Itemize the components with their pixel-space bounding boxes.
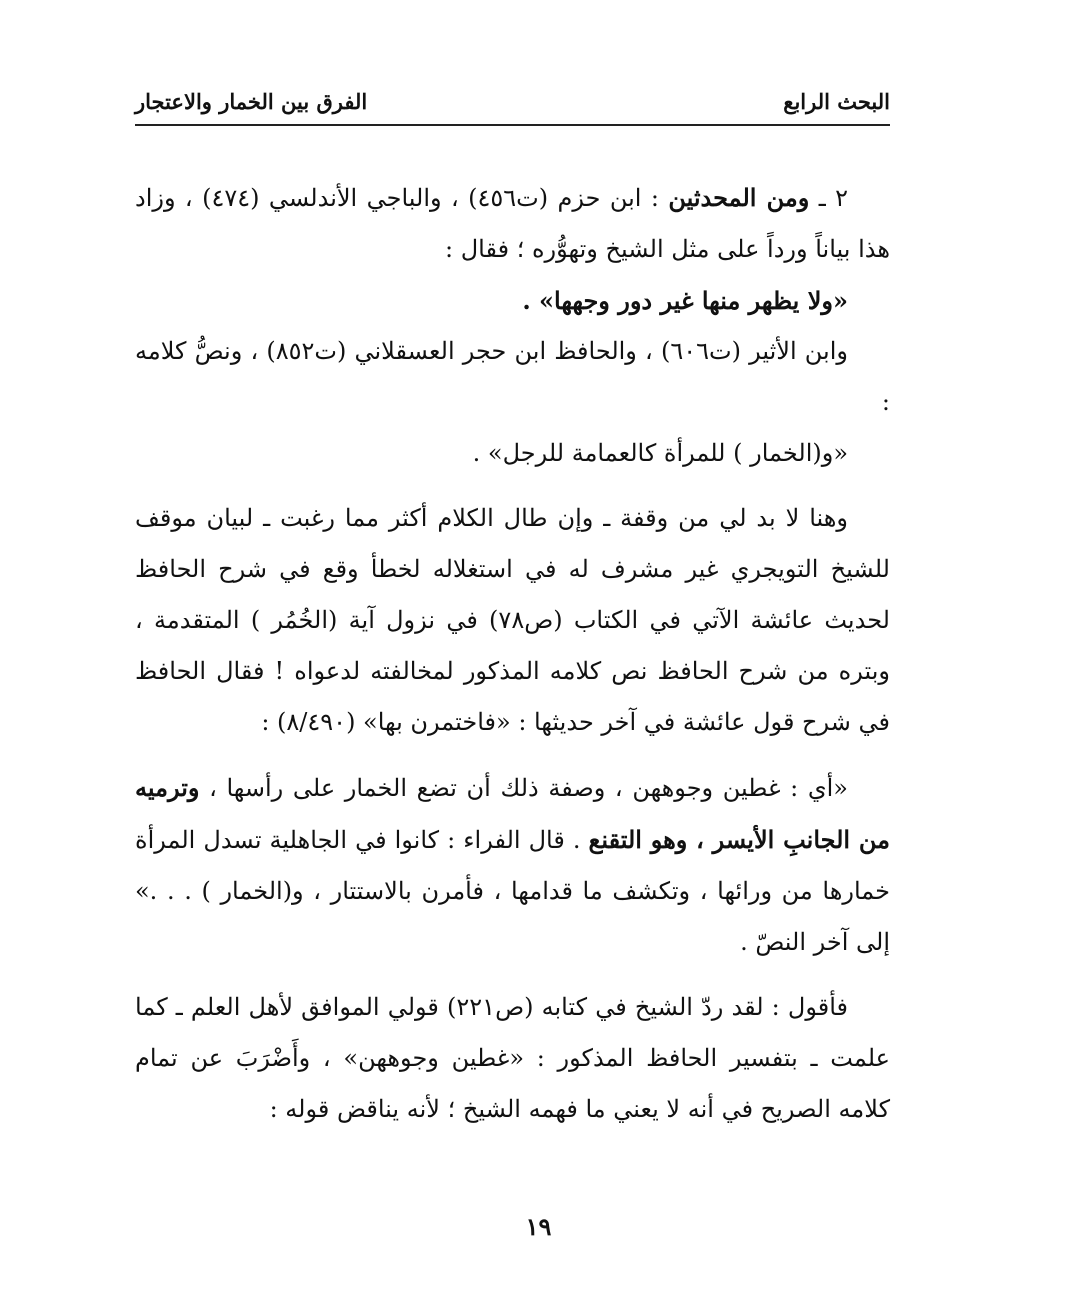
paragraph-3: وهنا لا بد لي من وقفة ـ وإن طال الكلام أكثر مما رغبت ـ لبيان موقف للشيخ التويجري غير مشرف له في استغلاله لخطأ وقع في شرح الحافظ لحديث عائشة الآتي في الكتاب (ص٧٨) في نزول آية (الخُمُر ) المتقدمة ، وبتره من شرح الحافظ نص كلامه المذكور لمخالفته لدعواه ! فقال الحافظ في شرح قول عائشة في آخر حديثها : «فاختمرن بها» (٨/٤٩٠) : bbox=[135, 504, 890, 736]
paragraph-4: فأقول : لقد ردّ الشيخ في كتابه (ص٢٢١) قولي الموافق لأهل العلم ـ كما علمت ـ بتفسير الحافظ المذكور : «غطين وجوههن» ، وأَضْرَبَ عن تمام كلامه الصريح في أنه لا يعني ما فهمه الشيخ ؛ لأنه يناقض قوله : bbox=[135, 993, 890, 1123]
bold-heading: ومن المحدثين bbox=[668, 183, 810, 212]
page-body bbox=[135, 172, 890, 1135]
quote-3-part-a: «أي : غطين وجوههن ، وصفة ذلك أن تضع الخمار على رأسها ، bbox=[199, 774, 848, 802]
header-rule bbox=[135, 124, 890, 126]
paragraph-2: وابن الأثير (ت٦٠٦) ، والحافظ ابن حجر العسقلاني (ت٨٥٢) ، ونصُّ كلامه : bbox=[135, 337, 890, 416]
paragraph-1-text: : ابن حزم (ت٤٥٦) ، والباجي الأندلسي (٤٧٤) ، وزاد هذا بياناً ورداً على مثل الشيخ وتهوُّره ؛ فقال : bbox=[135, 184, 890, 263]
quote-1: «ولا يظهر منها غير دور وجهها» . bbox=[522, 286, 848, 315]
quote-3 bbox=[135, 762, 890, 968]
running-header bbox=[135, 84, 890, 114]
page-number: ١٩ bbox=[525, 1212, 552, 1241]
paragraph-1 bbox=[135, 172, 890, 275]
quote-3-bold: وترميه من الجانبِ الأيسر ، وهو التقنع bbox=[135, 773, 890, 854]
item-number: ٢ ـ bbox=[809, 184, 849, 212]
header-chapter: البحث الرابع bbox=[783, 89, 890, 114]
quote-2: «و(الخمار ) للمرأة كالعمامة للرجل» . bbox=[472, 439, 848, 467]
quote-3-part-b: . قال الفراء : كانوا في الجاهلية تسدل المرأة خمارها من ورائها ، وتكشف ما قدامها ، فأمرن بالاستتار ، و(الخمار ) . . .» إلى آخر النصّ . bbox=[135, 826, 891, 956]
header-title: الفرق بين الخمار والاعتجار bbox=[135, 89, 368, 114]
